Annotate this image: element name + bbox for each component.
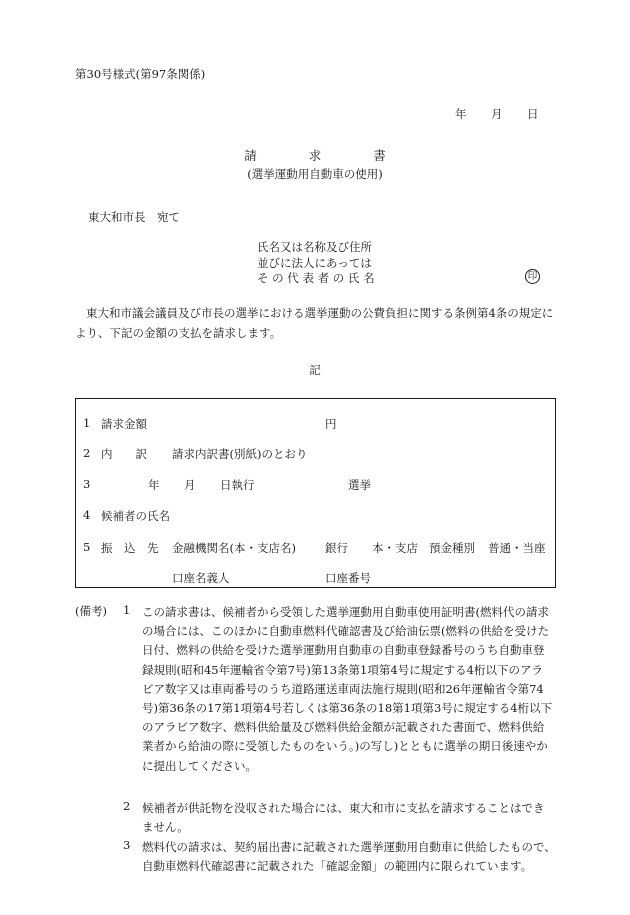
item-3-number: 3: [83, 477, 91, 491]
item-3-month: 月: [184, 478, 196, 492]
item-1-label: 請求金額: [101, 417, 147, 431]
title-char: 請: [244, 148, 257, 163]
bank-label: 銀行: [325, 541, 348, 555]
item-3-election: 選挙: [348, 478, 371, 492]
addressee: 東大和市長 宛て: [88, 210, 180, 224]
date-day: 日: [527, 107, 539, 121]
item-2-value: 請求内訳書(別紙)のとおり: [172, 447, 308, 461]
document-title: [0, 146, 630, 164]
account-holder-label: 口座名義人: [172, 571, 230, 585]
date-month: 月: [491, 107, 503, 121]
applicant-line: 並びに法人にあっては: [257, 255, 372, 270]
applicant-line: そ の 代 表 者 の 氏 名: [257, 271, 375, 285]
notes-label: (備考): [75, 604, 107, 618]
item-2-label: 内 訳: [101, 447, 147, 461]
applicant-line: 氏名又は名称及び住所: [257, 240, 372, 254]
item-4-number: 4: [83, 508, 91, 522]
seal-mark: 印: [525, 269, 540, 284]
details-box: [75, 398, 556, 588]
account-number-label: 口座番号: [325, 571, 371, 585]
applicant-block: [257, 240, 375, 287]
form-number: 第30号様式(第97条関係): [75, 67, 206, 81]
note-2-text: 候補者が供託物を没収された場合には、東大和市に支払を請求することはできません。: [142, 801, 545, 835]
item-1-number: 1: [83, 416, 91, 430]
item-3-day: 日執行: [220, 478, 255, 492]
title-char: 書: [373, 148, 386, 163]
item-1-unit: 円: [325, 417, 337, 431]
item-5-number: 5: [83, 540, 91, 554]
note-3-number: 3: [123, 838, 131, 852]
deposit-options: 普通・当座: [488, 541, 546, 555]
item-2-number: 2: [83, 446, 91, 460]
bank-name-label: 金融機関名(本・支店名): [172, 541, 296, 555]
note-1-number: 1: [123, 603, 131, 617]
document-subtitle: (選挙運動用自動車の使用): [247, 167, 383, 181]
deposit-type-label: 預金種別: [429, 541, 475, 555]
item-4-label: 候補者の氏名: [101, 509, 170, 523]
title-char: 求: [308, 148, 322, 163]
item-3-year: 年: [148, 478, 160, 492]
note-2-number: 2: [123, 799, 131, 813]
ki-heading: 記: [309, 363, 321, 377]
note-3-text: 燃料代の請求は、契約届出書に記載された選挙運動用自動車に供給したもので、自動車燃料代確認書に記載された「確認金額」の範囲内に限られています。: [142, 840, 556, 874]
note-1-text: この請求書は、候補者から受領した選挙運動用自動車使用証明書(燃料代の請求の場合には、このほかに自動車燃料代確認書及び給油伝票(燃料の供給を受けた日付、燃料の供給を受けた選挙運動用自動車の自動車登録番号のうち自動車登録規則(昭和45年運輸省令第7号)第13条第1項第4号に規定する4桁以下のアラビア数字又は車両番号のうち道路運送車両法施行規則(昭和26年運輸省令第74号)第36条の17第1項第4号若しくは第36条の18第1項第3号に規定する4桁以下のアラビア数字、燃料供給量及び燃料供給金額が記載された書面で、燃料供給業者から給油の際に受領したものをいう。)の写し)とともに選挙の期日後速やかに提出してください。: [142, 605, 553, 773]
item-5-label: 振 込 先: [101, 541, 159, 555]
date-year: 年: [455, 107, 467, 121]
request-statement: 東大和市議会議員及び市長の選挙における選挙運動の公費負担に関する条例第4条の規定により、下記の金額の支払を請求します。: [75, 306, 554, 340]
branch-label: 本・支店: [372, 541, 418, 555]
